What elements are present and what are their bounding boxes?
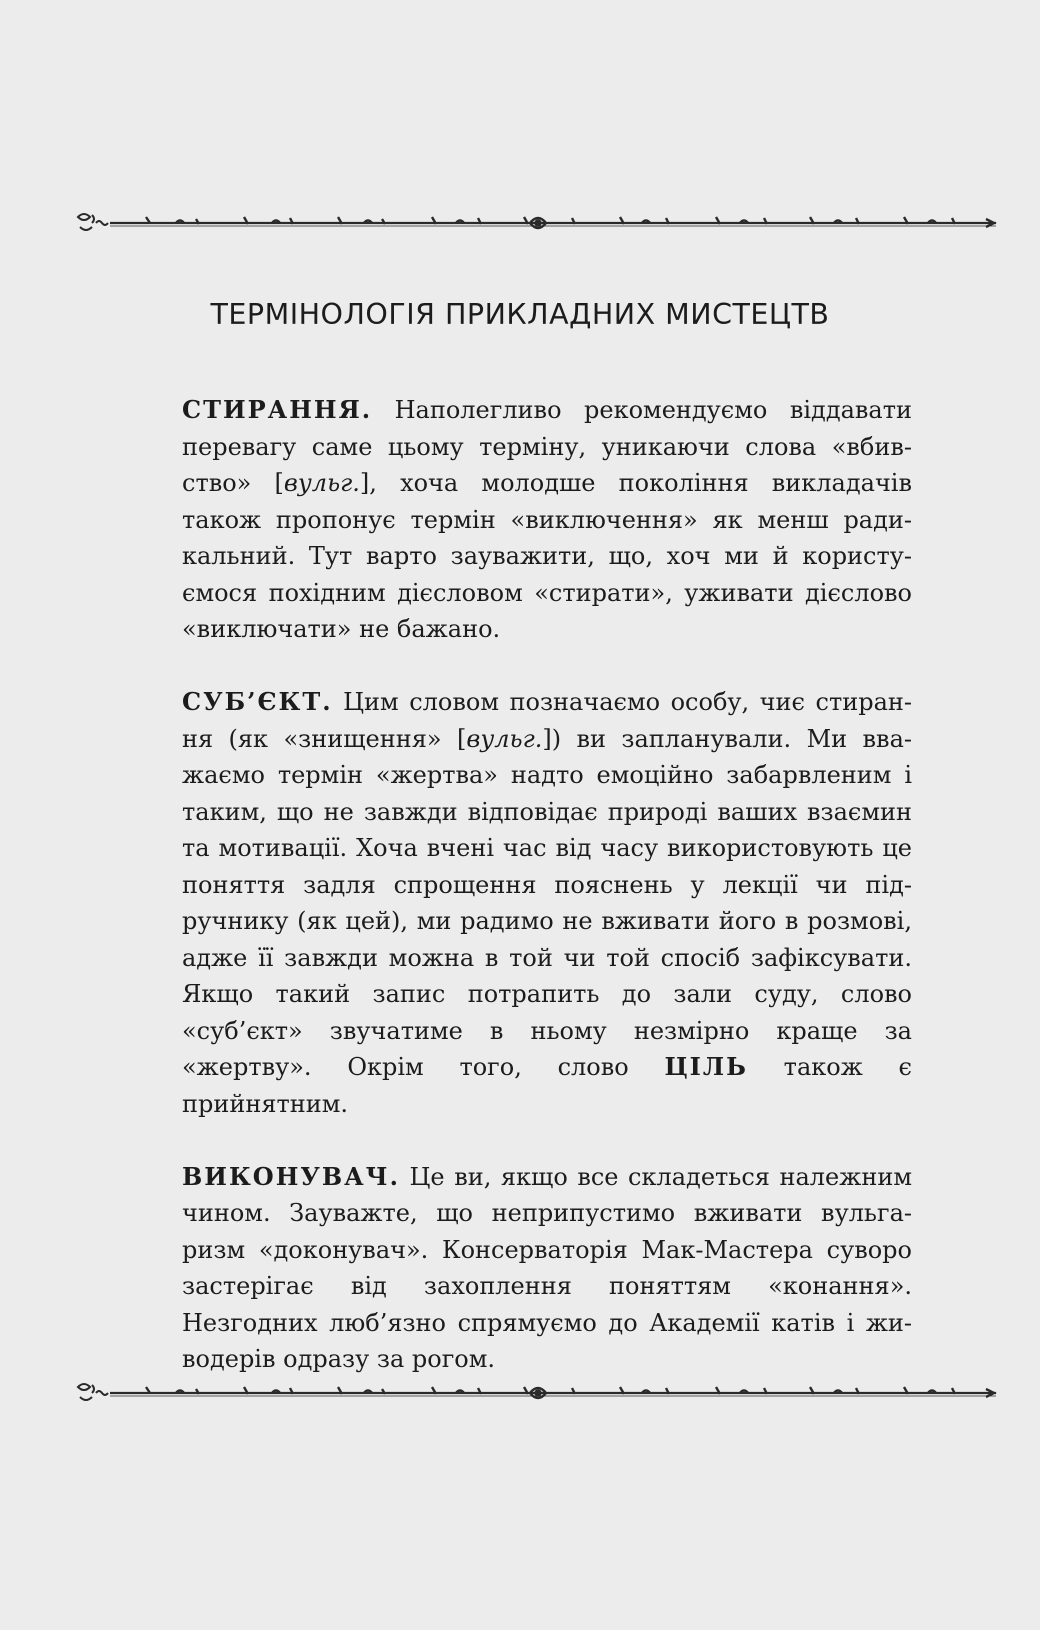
bold-term-reference: ЦІЛЬ bbox=[664, 1052, 748, 1081]
glossary-term: СУБ’ЄКТ. bbox=[182, 687, 333, 716]
ornamental-divider-top bbox=[76, 205, 1002, 241]
glossary-body bbox=[182, 392, 912, 1414]
glossary-definition-part: Наполегливо рекомендуємо віддавати перевагу саме цьому терміну, уникаючи слова «вбивство» [ bbox=[182, 396, 912, 497]
section-title: ТЕРМІНОЛОГІЯ ПРИКЛАДНИХ МИСТЕЦТВ bbox=[210, 298, 830, 331]
glossary-definition-part: Цим словом позначаємо особу, чиє стирання (як «знищення» [ bbox=[182, 688, 912, 753]
italic-abbreviation: вульг. bbox=[466, 724, 543, 753]
glossary-entry-subject bbox=[182, 684, 912, 1122]
glossary-entry-executor bbox=[182, 1159, 912, 1378]
glossary-definition-part: ], хоча молодше покоління викладачів також пропонує термін «виключення» як менш радикальний. Тут варто зауважити, що, хоч ми й користуємося похідним дієсловом «стирати», уживати дієслово «виключати» не бажано. bbox=[182, 469, 912, 643]
glossary-definition-part: також є прийнятним. bbox=[182, 1053, 912, 1118]
glossary-definition-part: Це ви, якщо все складеться належним чином. Зауважте, що неприпустимо вживати вульгаризм «доконувач». Консерваторія Мак-Мастера суворо застерігає від захоплення поняттям «конання». Незгодних люб’язно спрямуємо до Академії катів і живодерів одразу за рогом. bbox=[182, 1162, 912, 1373]
glossary-definition-part: ]) ви запланували. Ми вважаємо термін «жертва» надто емоційно забарвленим і таким, що не завжди відповідає природі ваших взаємин та мотивації. Хоча вчені час від часу використовують це поняття задля спрощення пояснень у лекції чи підручнику (як цей), ми радимо не вживати його в розмові, адже її завжди можна в той чи той спосіб зафіксувати. Якщо такий запис потрапить до зали суду, слово «суб’єкт» звучатиме в ньому незмірно краще за «жертву». Окрім того, слово bbox=[182, 724, 912, 1081]
glossary-term: ВИКОНУВАЧ. bbox=[182, 1161, 400, 1191]
ornamental-divider-bottom bbox=[76, 1375, 1002, 1411]
glossary-entry-erasure bbox=[182, 392, 912, 648]
italic-abbreviation: вульг. bbox=[283, 469, 360, 497]
glossary-term: СТИРАННЯ. bbox=[182, 395, 373, 424]
